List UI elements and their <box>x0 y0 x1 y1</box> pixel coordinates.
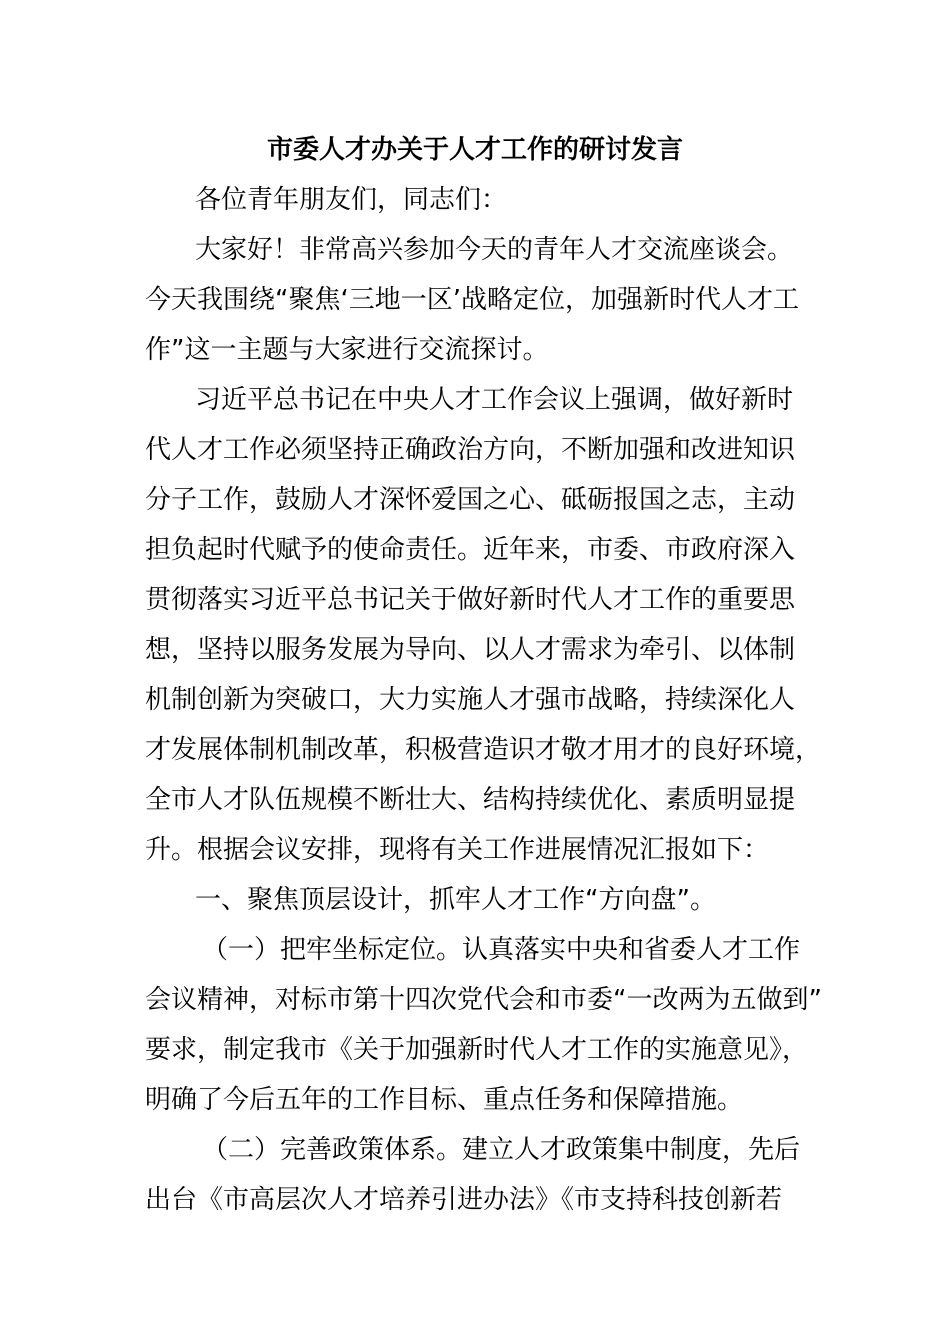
text-line: 担负起时代赋予的使命责任。近年来，市委、市政府深入 <box>145 535 796 565</box>
text-line: 今天我围绕“聚焦‘三地一区’战略定位，加强新时代人才工 <box>145 285 799 315</box>
text-line: 贯彻落实习近平总书记关于做好新时代人才工作的重要思 <box>145 585 796 615</box>
text-line: 想，坚持以服务发展为导向、以人才需求为牵引、以体制 <box>145 635 796 665</box>
text-line: （二）完善政策体系。建立人才政策集中制度，先后 <box>202 1135 801 1165</box>
text-line: 习近平总书记在中央人才工作会议上强调，做好新时 <box>195 385 794 415</box>
text-line: 各位青年朋友们，同志们： <box>195 185 508 215</box>
text-line: 会议精神，对标市第十四次党代会和市委“一改两为五做到” <box>145 985 822 1015</box>
text-line: （一）把牢坐标定位。认真落实中央和省委人才工作 <box>202 935 801 965</box>
text-line: 要求，制定我市《关于加强新时代人才工作的实施意见》， <box>145 1035 809 1065</box>
text-line: 大家好！非常高兴参加今天的青年人才交流座谈会。 <box>195 235 794 265</box>
document-title: 市委人才办关于人才工作的研讨发言 <box>266 135 683 165</box>
text-line: 分子工作，鼓励人才深怀爱国之心、砥砺报国之志，主动 <box>145 485 796 515</box>
text-line: 明确了今后五年的工作目标、重点任务和保障措施。 <box>145 1085 744 1115</box>
text-line: 才发展体制机制改革，积极营造识才敬才用才的良好环境， <box>145 735 822 765</box>
text-line: 机制创新为突破口，大力实施人才强市战略，持续深化人 <box>145 685 796 715</box>
text-line: 全市人才队伍规模不断壮大、结构持续优化、素质明显提 <box>145 785 796 815</box>
section-heading: 一、聚焦顶层设计，抓牢人才工作“方向盘”。 <box>195 885 716 915</box>
text-line: 出台《市高层次人才培养引进办法》《市支持科技创新若 <box>145 1185 783 1215</box>
text-line: 升。根据会议安排，现将有关工作进展情况汇报如下： <box>145 835 770 865</box>
text-line: 代人才工作必须坚持正确政治方向，不断加强和改进知识 <box>145 435 796 465</box>
text-line: 作”这一主题与大家进行交流探讨。 <box>145 335 549 365</box>
